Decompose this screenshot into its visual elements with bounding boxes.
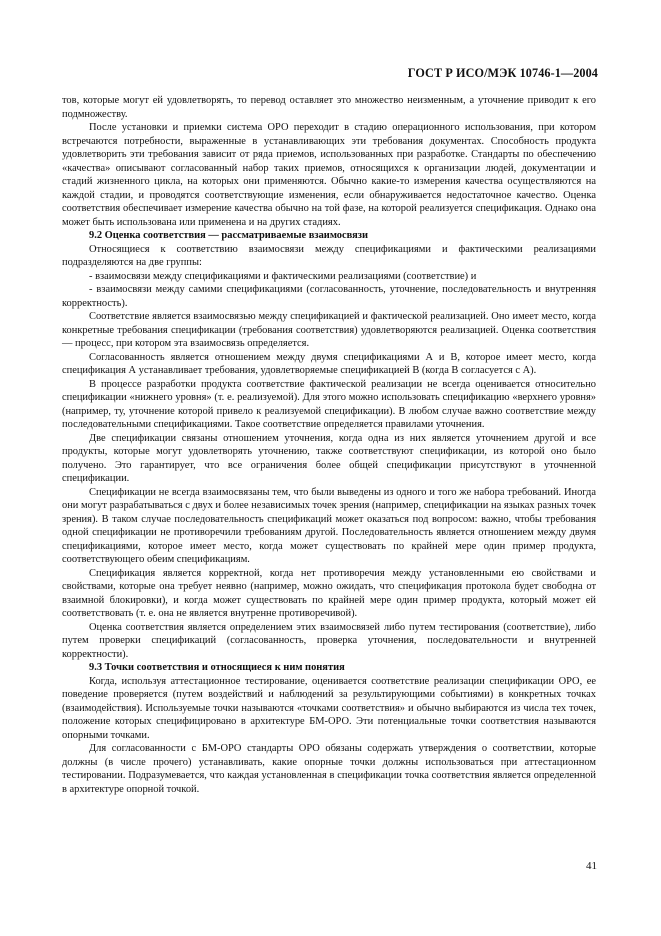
paragraph-relationships-intro: Относящиеся к соответствию взаимосвязи между спецификациями и фактическими реализациями подразделяются на две группы: xyxy=(62,243,596,268)
paragraph-compliance: Согласованность является отношением между двумя спецификациями А и В, которое имеет место, когда спецификация А устанавливает требования, удовлетворяемые спецификацией В (когда В согласуется с А). xyxy=(62,351,596,376)
section-heading-9-2: 9.2 Оценка соответствия — рассматриваемые взаимосвязи xyxy=(89,230,368,241)
list-item-spec-relations: - взаимосвязи между самими спецификациями (согласованность, уточнение, последовательность и внутренняя корректность). xyxy=(62,284,596,309)
page-number: 41 xyxy=(586,860,597,872)
paragraph-continuation: тов, которые могут ей удовлетворять, то перевод оставляет это множество неизменным, а уточнение приводит к его подмножеству. xyxy=(62,95,596,120)
paragraph-correctness: Спецификация является корректной, когда нет противоречия между установленными ею свойствами и свойствами, которые она требует неявно (например, можно ожидать, что спецификация протокола будет свободна от взаимной блокировки), и когда может существовать по крайней мере один пример продукта, который может ей соответствовать (т. е. она не является внутренне противоречивой). xyxy=(62,567,596,619)
page-content xyxy=(62,94,596,796)
paragraph-consistency: Спецификации не всегда взаимосвязаны тем, что были выведены из одного и того же набора требований. Иногда они могут разрабатываться с двух и более независимых точек зрения (например, спецификации на языках разных точек зрения). В таком случае последовательность спецификаций может оказаться под вопросом: важно, чтобы требования одной спецификации не противоречили требованиям другой. Последовательность является отношением между двумя спецификациями, которое имеет место, когда может существовать по крайней мере один пример продукта, соответствующего обеим спецификациям. xyxy=(62,486,596,565)
section-heading-9-3: 9.3 Точки соответствия и относящиеся к ним понятия xyxy=(89,662,345,673)
paragraph-conformance: Соответствие является взаимосвязью между спецификацией и фактической реализацией. Оно имеет место, когда конкретные требования спецификации (требования соответствия) удовлетворяются реализацией. Оценка соответствия — процесс, при котором эта взаимосвязь определяется. xyxy=(62,311,596,349)
paragraph-operational-use: После установки и приемки система ОРО переходит в стадию операционного использования, при котором встречаются потребности, выраженные в устанавливающих эти требования документах. Способность продукта удовлетворить эти требования зависит от ряда приемов, использованных при разработке. Стандарты по обеспечению «качества» описывают согласованный набор таких приемов, относящихся к организации людей, документации и стадий жизненного цикла, на которых они применяются. Обычно какие-то измерения качества осуществляются на каждой стадии, и проводятся соответствующие изменения, если обнаруживается недостаточное качество. Оценка соответствия обеспечивает измерение качества обычно на той фазе, на которой реализуется спецификация. Однако она может быть использована или применена и на других стадиях. xyxy=(62,122,596,228)
paragraph-refinement: Две спецификации связаны отношением уточнения, когда одна из них является уточнением другой и все продукты, которые могут удовлетворять уточнению, также соответствуют спецификации, из которой оно было получено. Это гарантирует, что все ограничения более общей спецификации присутствуют в уточненной спецификации. xyxy=(62,432,596,484)
paragraph-assessment: Оценка соответствия является определением этих взаимосвязей либо путем тестирования (соответствие), либо путем проверки спецификаций (согласованность, проверка уточнения, последовательности и внутренней корректности). xyxy=(62,621,596,660)
standard-header: ГОСТ Р ИСО/МЭК 10746-1—2004 xyxy=(407,66,598,80)
paragraph-conformance-points: Когда, используя аттестационное тестирование, оценивается соответствие реализации спецификации ОРО, ее поведение проверяется (путем воздействий и наблюдений за результирующими событиями) в конкретных точках (взаимодействия). Используемые точки называются «точками соответствия» и обычно выбираются из числа тех точек, положение которых специфицировано в архитектуре БМ-ОРО. Эти потенциальные точки соответствия называются опорными точками. xyxy=(62,675,596,741)
paragraph-development: В процессе разработки продукта соответствие фактической реализации не всегда оценивается относительно спецификации «нижнего уровня» (т. е. реализуемой). Для этого можно использовать спецификацию «верхнего уровня» (например, ту, уточнение которой привело к реализуемой спецификации). В любом случае важно соответствие между последовательными спецификациями. Такое соответствие определяется правилами уточнения. xyxy=(62,378,596,430)
list-item-conformance: - взаимосвязи между спецификациями и фактическими реализациями (соответствие) и xyxy=(89,270,477,282)
paragraph-conformance-statements: Для согласованности с БМ-ОРО стандарты ОРО обязаны содержать утверждения о соответствии, которые должны (в числе прочего) устанавливать, какие опорные точки должны использоваться при аттестационном тестировании. Подразумевается, что каждая установленная в спецификации точка соответствия является определенной в архитектуре опорной точкой. xyxy=(62,743,596,795)
